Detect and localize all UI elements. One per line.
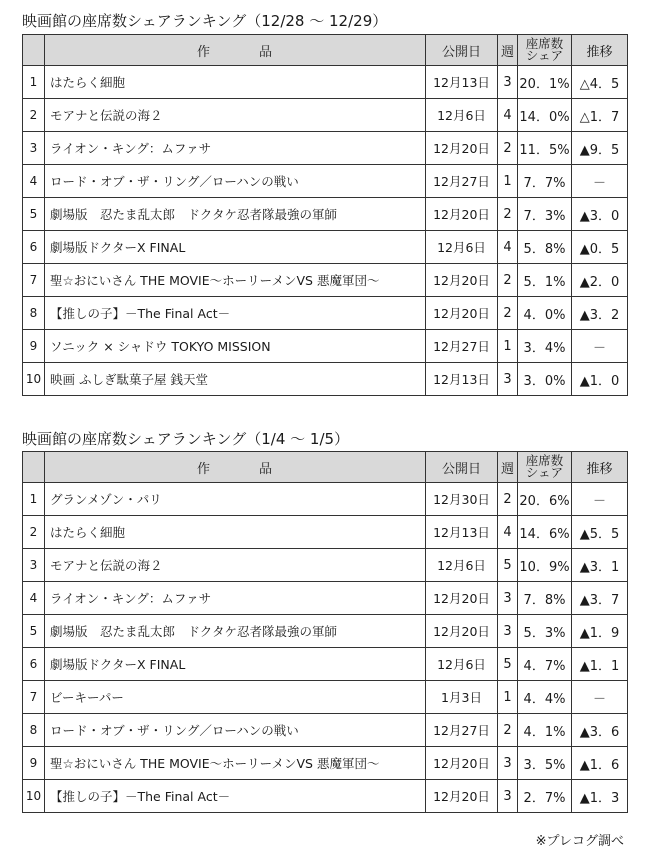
- rank-cell: 8: [23, 297, 45, 330]
- week-cell: 3: [498, 747, 518, 780]
- ranking-title-1: 映画館の座席数シェアランキング（12/28 ～ 12/29）: [22, 12, 388, 30]
- header-trend: 推移: [572, 35, 628, 66]
- rank-cell: 3: [23, 132, 45, 165]
- release-date-cell: 12月30日: [426, 483, 498, 516]
- release-date-cell: 12月6日: [426, 99, 498, 132]
- week-cell: 3: [498, 363, 518, 396]
- title-cell: 劇場版ドクターX FINAL: [45, 231, 426, 264]
- share-cell: 4．1%: [518, 714, 572, 747]
- header-week: 週: [498, 452, 518, 483]
- release-date-cell: 12月6日: [426, 648, 498, 681]
- rank-cell: 9: [23, 747, 45, 780]
- release-date-cell: 12月13日: [426, 516, 498, 549]
- rank-cell: 5: [23, 198, 45, 231]
- table-row: [23, 66, 628, 99]
- share-cell: 20．1%: [518, 66, 572, 99]
- release-date-cell: 12月27日: [426, 165, 498, 198]
- release-date-cell: 12月20日: [426, 582, 498, 615]
- table-row: [23, 615, 628, 648]
- header-rank: [23, 452, 45, 483]
- release-date-cell: 12月27日: [426, 330, 498, 363]
- table-row: [23, 330, 628, 363]
- trend-cell: ▲1．6: [572, 747, 628, 780]
- week-cell: 1: [498, 681, 518, 714]
- table-row: [23, 681, 628, 714]
- header-work: 作 品: [45, 452, 426, 483]
- table-row: [23, 198, 628, 231]
- header-trend: 推移: [572, 452, 628, 483]
- table-row: [23, 264, 628, 297]
- week-cell: 3: [498, 66, 518, 99]
- week-cell: 3: [498, 780, 518, 813]
- header-release: 公開日: [426, 35, 498, 66]
- release-date-cell: 12月20日: [426, 747, 498, 780]
- week-cell: 2: [498, 297, 518, 330]
- week-cell: 2: [498, 264, 518, 297]
- release-date-cell: 12月6日: [426, 549, 498, 582]
- trend-cell: ▲3．1: [572, 549, 628, 582]
- title-cell: 劇場版ドクターX FINAL: [45, 648, 426, 681]
- title-cell: はたらく細胞: [45, 516, 426, 549]
- share-cell: 14．0%: [518, 99, 572, 132]
- share-cell: 3．0%: [518, 363, 572, 396]
- release-date-cell: 12月20日: [426, 198, 498, 231]
- rank-cell: 5: [23, 615, 45, 648]
- title-cell: ロード・オブ・ザ・リング／ローハンの戦い: [45, 714, 426, 747]
- title-cell: ソニック × シャドウ TOKYO MISSION: [45, 330, 426, 363]
- share-cell: 5．1%: [518, 264, 572, 297]
- share-cell: 5．8%: [518, 231, 572, 264]
- table-header-row: [23, 452, 628, 483]
- share-cell: 5．3%: [518, 615, 572, 648]
- table-row: [23, 99, 628, 132]
- title-cell: ライオン・キング：ムファサ: [45, 582, 426, 615]
- table-row: [23, 582, 628, 615]
- release-date-cell: 12月13日: [426, 66, 498, 99]
- week-cell: 4: [498, 231, 518, 264]
- trend-cell: ▲3．7: [572, 582, 628, 615]
- rank-cell: 4: [23, 582, 45, 615]
- title-cell: 劇場版 忍たま乱太郎 ドクタケ忍者隊最強の軍師: [45, 198, 426, 231]
- trend-cell: △1．7: [572, 99, 628, 132]
- week-cell: 3: [498, 582, 518, 615]
- table-row: [23, 297, 628, 330]
- rank-cell: 2: [23, 516, 45, 549]
- trend-cell: ▲1．9: [572, 615, 628, 648]
- header-share: 座席数 シェア: [518, 452, 572, 483]
- share-cell: 7．7%: [518, 165, 572, 198]
- title-cell: 聖☆おにいさん THE MOVIE～ホーリーメンVS 悪魔軍団～: [45, 747, 426, 780]
- release-date-cell: 12月20日: [426, 780, 498, 813]
- table-row: [23, 549, 628, 582]
- trend-cell: ▲3．0: [572, 198, 628, 231]
- table-row: [23, 483, 628, 516]
- rank-cell: 6: [23, 231, 45, 264]
- title-cell: はたらく細胞: [45, 66, 426, 99]
- table-row: [23, 516, 628, 549]
- release-date-cell: 12月20日: [426, 264, 498, 297]
- trend-cell: ▲2．0: [572, 264, 628, 297]
- release-date-cell: 12月27日: [426, 714, 498, 747]
- trend-cell: ▲9．5: [572, 132, 628, 165]
- trend-cell: ▲5．5: [572, 516, 628, 549]
- release-date-cell: 12月20日: [426, 132, 498, 165]
- rank-cell: 10: [23, 780, 45, 813]
- title-cell: 【推しの子】－The Final Act－: [45, 297, 426, 330]
- rank-cell: 9: [23, 330, 45, 363]
- week-cell: 4: [498, 516, 518, 549]
- source-note: ※プレコグ調べ: [535, 834, 624, 849]
- title-cell: モアナと伝説の海２: [45, 549, 426, 582]
- ranking-table-2: [22, 451, 628, 813]
- table-header-row: [23, 35, 628, 66]
- release-date-cell: 1月3日: [426, 681, 498, 714]
- header-work: 作 品: [45, 35, 426, 66]
- release-date-cell: 12月20日: [426, 297, 498, 330]
- trend-cell: ▲1．1: [572, 648, 628, 681]
- week-cell: 2: [498, 132, 518, 165]
- week-cell: 1: [498, 165, 518, 198]
- header-share: 座席数 シェア: [518, 35, 572, 66]
- title-cell: ビーキーパー: [45, 681, 426, 714]
- trend-cell: ▲3．2: [572, 297, 628, 330]
- share-cell: 11．5%: [518, 132, 572, 165]
- share-cell: 20．6%: [518, 483, 572, 516]
- release-date-cell: 12月13日: [426, 363, 498, 396]
- week-cell: 5: [498, 549, 518, 582]
- table-row: [23, 648, 628, 681]
- rank-cell: 2: [23, 99, 45, 132]
- title-cell: グランメゾン・パリ: [45, 483, 426, 516]
- week-cell: 4: [498, 99, 518, 132]
- rank-cell: 1: [23, 483, 45, 516]
- table-row: [23, 714, 628, 747]
- trend-cell: ▲1．0: [572, 363, 628, 396]
- week-cell: 3: [498, 615, 518, 648]
- share-cell: 7．3%: [518, 198, 572, 231]
- share-cell: 14．6%: [518, 516, 572, 549]
- rank-cell: 7: [23, 264, 45, 297]
- ranking-title-2: 映画館の座席数シェアランキング（1/4 ～ 1/5）: [22, 430, 350, 448]
- trend-cell: －: [572, 483, 628, 516]
- rank-cell: 10: [23, 363, 45, 396]
- release-date-cell: 12月20日: [426, 615, 498, 648]
- share-cell: 3．4%: [518, 330, 572, 363]
- table-row: [23, 231, 628, 264]
- header-release: 公開日: [426, 452, 498, 483]
- header-week: 週: [498, 35, 518, 66]
- week-cell: 2: [498, 483, 518, 516]
- rank-cell: 8: [23, 714, 45, 747]
- table-row: [23, 363, 628, 396]
- table-row: [23, 132, 628, 165]
- table-row: [23, 165, 628, 198]
- week-cell: 5: [498, 648, 518, 681]
- rank-cell: 4: [23, 165, 45, 198]
- trend-cell: －: [572, 681, 628, 714]
- trend-cell: △4．5: [572, 66, 628, 99]
- rank-cell: 1: [23, 66, 45, 99]
- trend-cell: －: [572, 330, 628, 363]
- share-cell: 2．7%: [518, 780, 572, 813]
- share-cell: 10．9%: [518, 549, 572, 582]
- table-row: [23, 780, 628, 813]
- title-cell: 聖☆おにいさん THE MOVIE～ホーリーメンVS 悪魔軍団～: [45, 264, 426, 297]
- header-rank: [23, 35, 45, 66]
- rank-cell: 6: [23, 648, 45, 681]
- trend-cell: ▲3．6: [572, 714, 628, 747]
- title-cell: モアナと伝説の海２: [45, 99, 426, 132]
- share-cell: 7．8%: [518, 582, 572, 615]
- ranking-table-1: [22, 34, 628, 396]
- title-cell: 映画 ふしぎ駄菓子屋 銭天堂: [45, 363, 426, 396]
- share-cell: 4．4%: [518, 681, 572, 714]
- rank-cell: 7: [23, 681, 45, 714]
- share-cell: 3．5%: [518, 747, 572, 780]
- release-date-cell: 12月6日: [426, 231, 498, 264]
- trend-cell: ▲0．5: [572, 231, 628, 264]
- rank-cell: 3: [23, 549, 45, 582]
- trend-cell: －: [572, 165, 628, 198]
- title-cell: 劇場版 忍たま乱太郎 ドクタケ忍者隊最強の軍師: [45, 615, 426, 648]
- table-row: [23, 747, 628, 780]
- title-cell: 【推しの子】－The Final Act－: [45, 780, 426, 813]
- trend-cell: ▲1．3: [572, 780, 628, 813]
- share-cell: 4．0%: [518, 297, 572, 330]
- week-cell: 2: [498, 198, 518, 231]
- title-cell: ロード・オブ・ザ・リング／ローハンの戦い: [45, 165, 426, 198]
- week-cell: 2: [498, 714, 518, 747]
- share-cell: 4．7%: [518, 648, 572, 681]
- week-cell: 1: [498, 330, 518, 363]
- title-cell: ライオン・キング：ムファサ: [45, 132, 426, 165]
